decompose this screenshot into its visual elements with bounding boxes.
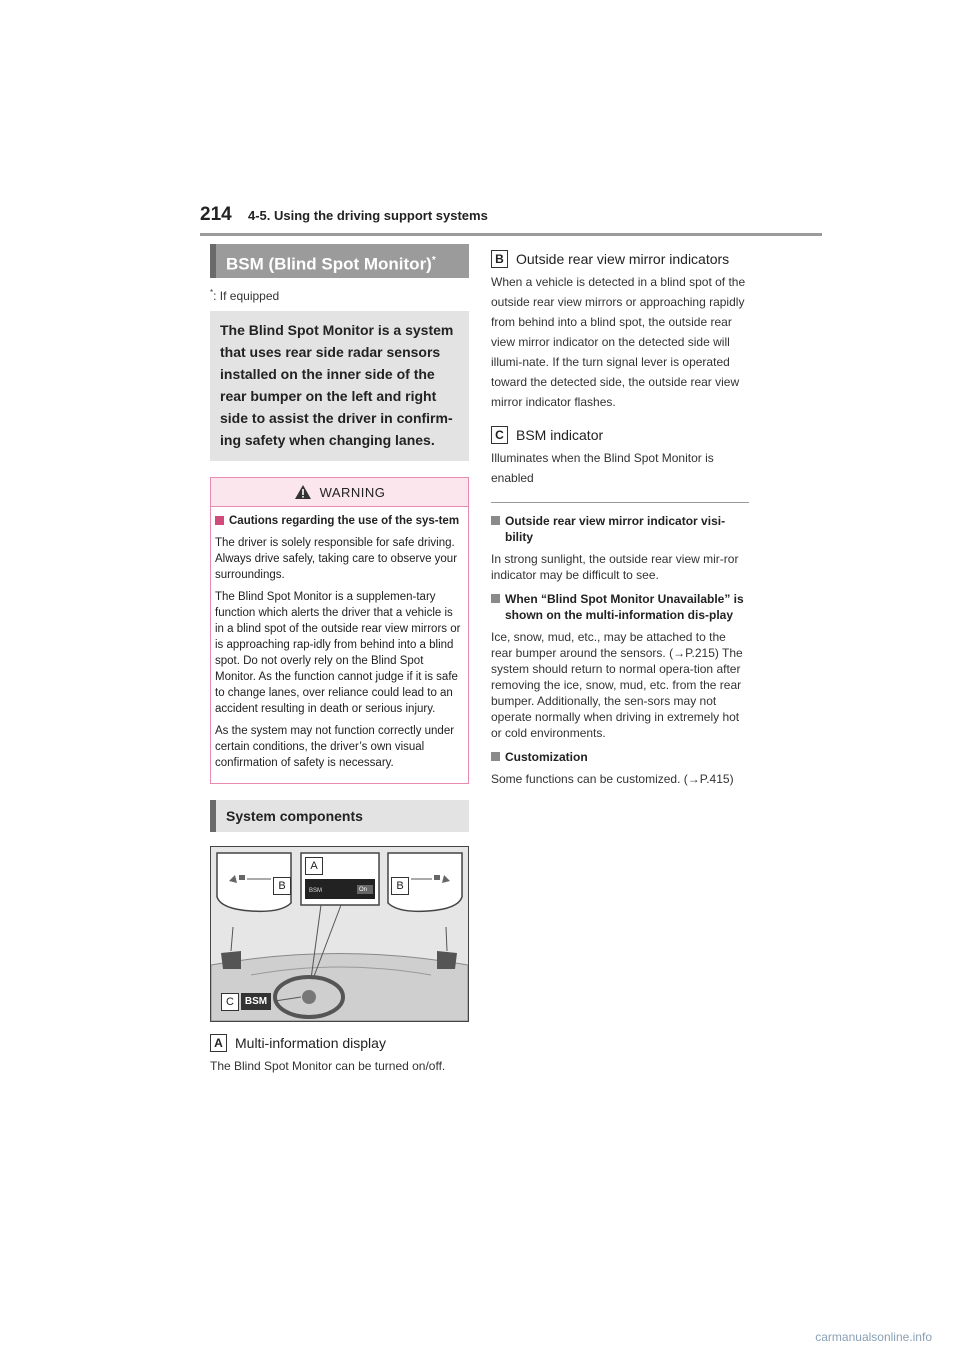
page-header xyxy=(200,204,822,236)
warning-body xyxy=(211,507,468,783)
article-title-mark: * xyxy=(431,255,436,266)
left-column xyxy=(210,244,469,1076)
component-name: Multi-information display xyxy=(235,1035,386,1051)
warning-header xyxy=(211,478,468,507)
warning-triangle-icon xyxy=(294,484,312,500)
intro-box: The Blind Spot Monitor is a system that uses rear side radar sensors installed on the inner side of the rear bumper on the left and right side to assist the driver in confirm-ing safety when changing lanes. xyxy=(210,311,469,461)
mid-screen-text: BSM xyxy=(309,888,323,894)
component-name: Outside rear view mirror indicators xyxy=(516,251,730,267)
warning-paragraph: The driver is solely responsible for safe driving. Always drive safely, taking care to observe your surroundings. xyxy=(215,537,458,581)
bullet-square-icon xyxy=(491,516,500,525)
component-desc: The Blind Spot Monitor can be turned on/off. xyxy=(210,1059,446,1073)
warning-heading-text: Cautions regarding the use of the sys-tem xyxy=(229,515,460,527)
system-components-figure xyxy=(210,846,469,1022)
mid-screen-on: On xyxy=(359,887,368,893)
bullet-square-icon xyxy=(215,516,224,525)
note-body: Ice, snow, mud, etc., may be attached to the rear bumper around the sensors. (→P.215) The system should return to normal opera-tion after removing the ice, snow, mud, etc. from the rear bumper. Additionally, the sen-sors may not operate normally when driving in extremely hot or cold environments. xyxy=(491,630,743,740)
component-name: BSM indicator xyxy=(516,427,604,443)
footnote-mark: * xyxy=(210,288,214,297)
bullet-square-icon xyxy=(491,752,500,761)
article-title xyxy=(210,244,469,278)
figure-label-b-right: B xyxy=(391,877,409,895)
bsm-indicator-badge: BSM xyxy=(241,993,271,1010)
section-title: 4-5. Using the driving support systems xyxy=(248,208,488,223)
note-heading-text: Customization xyxy=(505,750,588,764)
figure-label-b-left: B xyxy=(273,877,291,895)
component-desc: When a vehicle is detected in a blind spot of the outside rear view mirrors or approaching rapidly from behind into a blind spot, the outside rear view mirror indicator on the detected side will illumi-nate. If the turn signal lever is operated toward the detected side, the outside rear view mirror indicator flashes. xyxy=(491,275,746,409)
note-heading-text: When “Blind Spot Monitor Unavailable” is shown on the multi-information dis-play xyxy=(505,592,744,622)
header-rule xyxy=(200,233,822,236)
warning-box xyxy=(210,477,469,784)
letter-badge: C xyxy=(491,426,508,444)
figure-label-c: C xyxy=(221,993,239,1011)
watermark: carmanualsonline.info xyxy=(815,1330,932,1344)
warning-label: WARNING xyxy=(319,484,386,500)
article-title-text: BSM (Blind Spot Monitor) xyxy=(226,254,432,274)
footnote xyxy=(210,288,469,303)
note-heading xyxy=(491,749,749,765)
note-heading xyxy=(491,513,749,545)
letter-badge: B xyxy=(491,250,508,268)
right-column xyxy=(491,244,749,795)
letter-badge: A xyxy=(210,1034,227,1052)
component-item-a xyxy=(210,1034,469,1052)
note-heading-text: Outside rear view mirror indicator visi-bility xyxy=(505,514,726,544)
bullet-square-icon xyxy=(491,594,500,603)
figure-label-a: A xyxy=(305,857,323,875)
warning-paragraph: The Blind Spot Monitor is a supplemen-tary function which alerts the driver that a vehicle is in a blind spot of the outside rear view mirrors or is approaching rap-idly from behind into a blind spot. Do not overly rely on the Blind Spot Monitor. As the function cannot judge if it is safe to change lanes, over reliance could lead to an accident resulting in death or serious injury. xyxy=(215,591,461,715)
warning-paragraph: As the system may not function correctly under certain conditions, the driver’s own visual confirmation of safety is necessary. xyxy=(215,725,455,769)
page-number: 214 xyxy=(200,204,232,225)
note-heading xyxy=(491,591,749,623)
note-body: Some functions can be customized. (→P.415) xyxy=(491,772,734,786)
component-item-b xyxy=(491,250,749,268)
component-item-c xyxy=(491,426,749,444)
components-title: System components xyxy=(210,800,469,832)
notes-divider xyxy=(491,502,749,503)
warning-heading xyxy=(215,513,464,529)
footnote-text: : If equipped xyxy=(213,289,280,303)
note-body: In strong sunlight, the outside rear view mir-ror indicator may be difficult to see. xyxy=(491,552,739,582)
component-desc: Illuminates when the Blind Spot Monitor is enabled xyxy=(491,451,714,485)
